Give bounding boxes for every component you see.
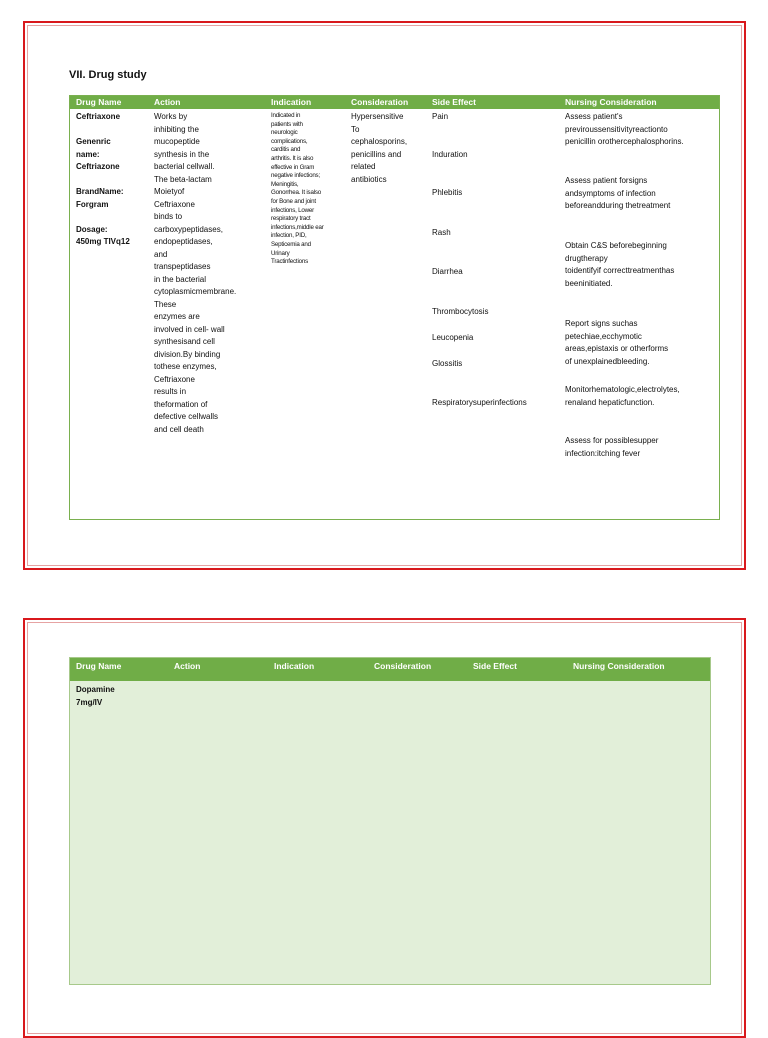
header-consideration: Consideration (351, 97, 409, 107)
drug-study-table-2 (69, 657, 711, 985)
drug-name-cell-2: Dopamine 7mg/IV (76, 685, 115, 707)
consideration-cell: Hypersensitive To cephalosporins, penicillins and related antibiotics (351, 112, 408, 184)
header-action-2: Action (174, 661, 201, 671)
header-action: Action (154, 97, 181, 107)
action-cell: Works by inhibiting the mucopeptide synthesis in the bacterial cellwall. The beta-lactam Moietyof Ceftriaxone binds to carboxypeptidases, endopeptidases, and transpeptidases in the bacterial cytoplasmicmembrane. These enzymes are involved in cell- wall synthesisand cell division.By binding tothese enzymes, Ceftriaxone results in theformation of defective cellwalls and cell death (154, 112, 237, 434)
side-effect-rash: Rash (432, 228, 451, 237)
table-header-2 (70, 658, 710, 681)
side-effect-phlebitis: Phlebitis (432, 188, 463, 197)
side-effect-leucopenia: Leucopenia (432, 333, 474, 342)
nursing-item-4: Report signs suchas petechiae,ecchymotic areas,epistaxis or otherforms of unexplainedbleeding. (565, 319, 669, 366)
nursing-item-2: Assess patient forsigns andsymptoms of infection beforeandduring thetreatment (565, 176, 671, 210)
header-consideration-2: Consideration (374, 661, 432, 671)
header-indication-2: Indication (274, 661, 315, 671)
section-title: VII. Drug study (69, 69, 147, 81)
indication-cell: Indicated in patients with neurologic complications, carditis and arthritis. It is also effective in Gram negative infections; Meningitis, Gonorrhea. It isalso for Bone and joint infections, Lower respiratory tract infections,middle ear infection, PID, Septicemia and Urinary Tractinfections (271, 112, 324, 266)
nursing-item-6: Assess for possiblesupper infection:itching fever (565, 436, 659, 458)
side-effect-induration: Induration (432, 150, 468, 159)
side-effect-diarrhea: Diarrhea (432, 267, 463, 276)
header-side-effect: Side Effect (432, 97, 476, 107)
header-side-effect-2: Side Effect (473, 661, 517, 671)
side-effect-pain: Pain (432, 112, 449, 121)
nursing-item-1: Assess patient's previroussensitivityreactionto penicillin orothercephalosphorins. (565, 112, 684, 146)
side-effect-glossitis: Glossitis (432, 359, 463, 368)
header-drug-name: Drug Name (76, 97, 122, 107)
header-nursing-consideration-2: Nursing Consideration (573, 661, 665, 671)
side-effect-respiratory: Respiratorysuperinfections (432, 398, 527, 407)
table-header (70, 96, 719, 109)
header-indication: Indication (271, 97, 312, 107)
nursing-item-5: Monitorhematologic,electrolytes, renaland hepaticfunction. (565, 385, 680, 407)
nursing-item-3: Obtain C&S beforebeginning drugtherapy toidentifyif correcttreatmenthas beeninitiated. (565, 241, 675, 288)
header-drug-name-2: Drug Name (76, 661, 122, 671)
side-effect-thrombocytosis: Thrombocytosis (432, 307, 489, 316)
drug-name-cell: Ceftriaxone Genenric name: Ceftriazone BrandName: Forgram Dosage: 450mg TIVq12 (76, 112, 130, 246)
drug-study-table (69, 95, 720, 520)
header-nursing-consideration: Nursing Consideration (565, 97, 657, 107)
